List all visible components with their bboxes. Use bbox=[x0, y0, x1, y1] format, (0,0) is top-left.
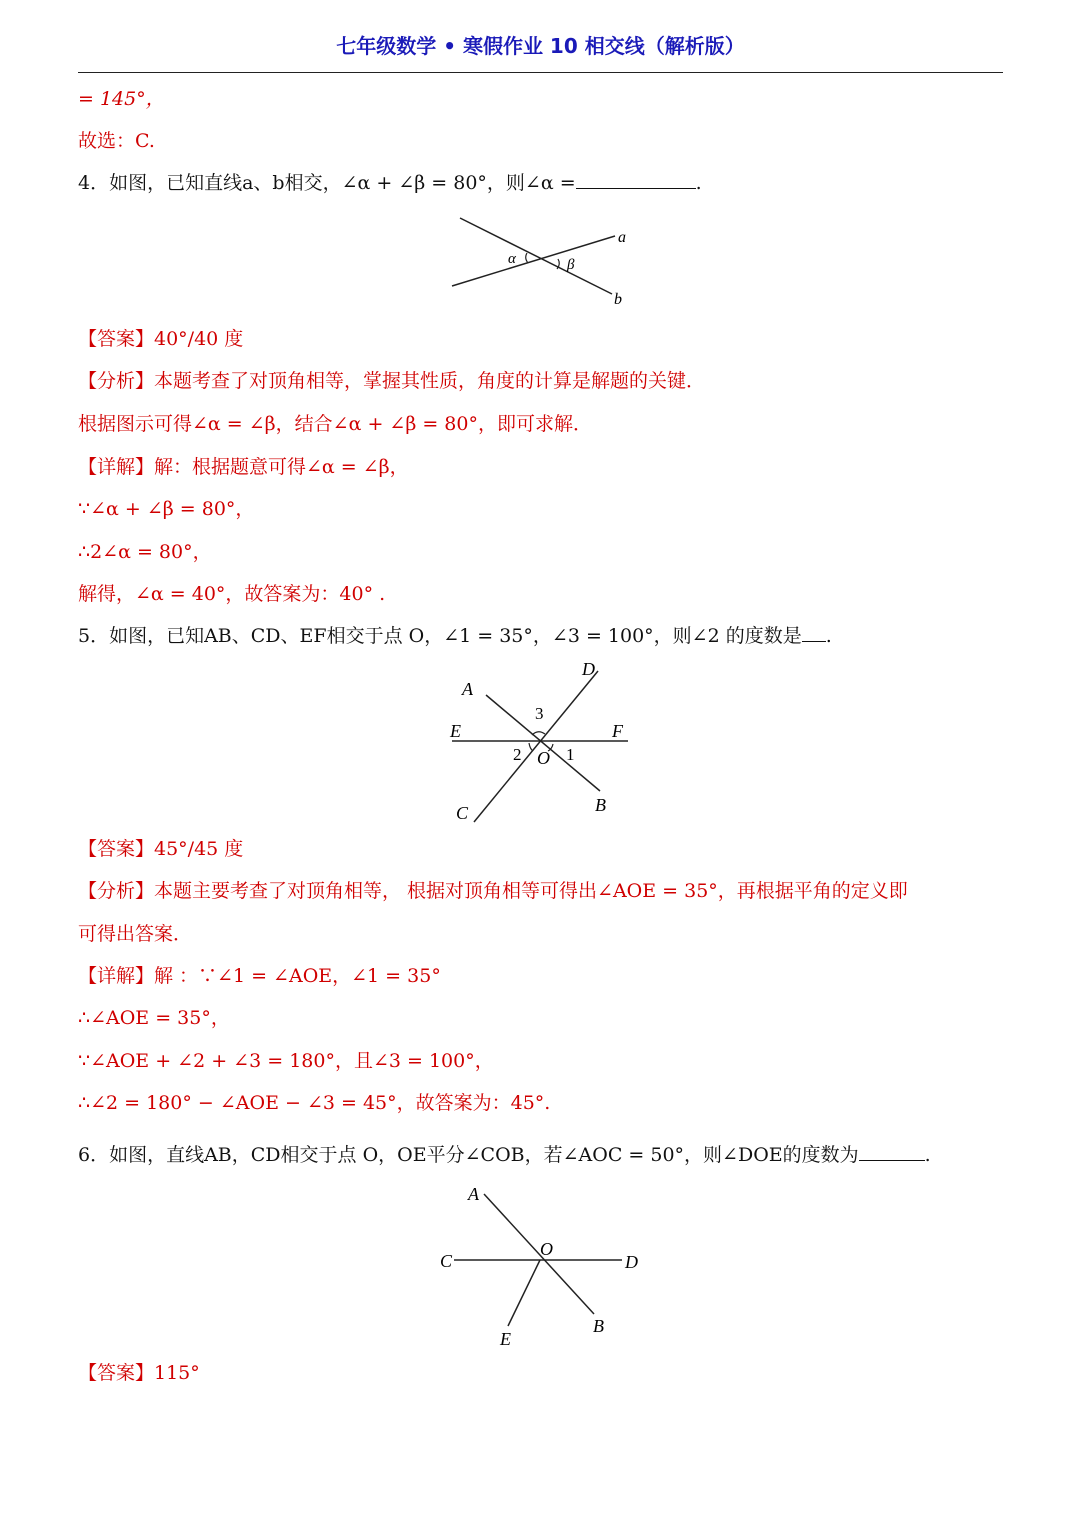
ray-OE bbox=[508, 1260, 540, 1326]
label-2: 2 bbox=[513, 745, 522, 764]
line-AB bbox=[484, 1194, 594, 1314]
analysis-4: 【分析】本题考查了对顶角相等，掌握其性质，角度的计算是解题的关键． bbox=[78, 370, 706, 392]
text-line: 故选：C. bbox=[78, 130, 155, 152]
label-a: a bbox=[618, 229, 626, 246]
question-4: 4．如图，已知直线a、b相交，∠α + ∠β = 80°，则∠α = . bbox=[78, 172, 702, 194]
answer-6: 【答案】115° bbox=[78, 1362, 200, 1384]
header-rule bbox=[78, 72, 1003, 73]
answer-blank[interactable] bbox=[576, 170, 696, 189]
text-line: ∴∠2 = 180° − ∠AOE − ∠3 = 45°，故答案为：45°. bbox=[78, 1092, 551, 1114]
label-b: b bbox=[614, 291, 622, 308]
label-3: 3 bbox=[535, 704, 544, 723]
text-line: ∵∠α + ∠β = 80°， bbox=[78, 498, 255, 520]
figure-6 bbox=[430, 1180, 650, 1355]
text-line: 根据图示可得∠α = ∠β，结合∠α + ∠β = 80°，即可求解． bbox=[78, 413, 592, 435]
label-D: D bbox=[625, 1252, 638, 1272]
angle-2-arc bbox=[529, 743, 533, 751]
question-5: 5．如图，已知AB、CD、EF相交于点 O，∠1 = 35°，∠3 = 100°，则∠2 的度数是 . bbox=[78, 625, 832, 647]
question-6: 6．如图，直线AB，CD相交于点 O，OE平分∠COB，若∠AOC = 50°，则∠DOE的度数为 . bbox=[78, 1144, 931, 1166]
text-line: ∴∠AOE = 35°， bbox=[78, 1007, 230, 1029]
solution-5: 【详解】解 ：∵∠1 = ∠AOE，∠1 = 35° bbox=[78, 965, 441, 987]
line-b bbox=[460, 218, 612, 294]
label-1: 1 bbox=[566, 745, 575, 764]
line-a bbox=[452, 236, 615, 286]
label-B: B bbox=[595, 795, 606, 815]
label-A: A bbox=[462, 679, 473, 699]
label-alpha: α bbox=[508, 251, 516, 267]
solution-4: 【详解】解：根据题意可得∠α = ∠β， bbox=[78, 456, 409, 478]
figure-4 bbox=[440, 212, 650, 312]
text-line: = 145°， bbox=[78, 88, 165, 110]
text-line: ∴2∠α = 80°， bbox=[78, 541, 212, 563]
label-E: E bbox=[450, 721, 461, 741]
text-line: 解得，∠α = 40°，故答案为：40° . bbox=[78, 583, 386, 605]
label-A: A bbox=[468, 1184, 479, 1204]
label-F: F bbox=[612, 721, 623, 741]
label-C: C bbox=[456, 803, 469, 823]
text-line: 可得出答案． bbox=[78, 923, 193, 945]
label-O: O bbox=[537, 748, 550, 768]
line-CD bbox=[474, 671, 598, 822]
analysis-5: 【分析】本题主要考查了对顶角相等， 根据对顶角相等可得出∠AOE = 35°，再根据平角的定义即 bbox=[78, 880, 908, 902]
label-E: E bbox=[500, 1329, 511, 1349]
label-C: C bbox=[440, 1251, 453, 1271]
page-header-title: 七年级数学 • 寒假作业 10 相交线（解析版） bbox=[336, 34, 745, 58]
angle-alpha-arc bbox=[526, 253, 528, 263]
answer-4: 【答案】40°/40 度 bbox=[78, 328, 244, 350]
text-line: ∵∠AOE + ∠2 + ∠3 = 180°，且∠3 = 100°， bbox=[78, 1050, 494, 1072]
label-O: O bbox=[540, 1239, 553, 1259]
answer-5: 【答案】45°/45 度 bbox=[78, 838, 244, 860]
figure-5 bbox=[440, 655, 640, 830]
label-D: D bbox=[582, 659, 595, 679]
answer-blank[interactable] bbox=[802, 623, 826, 642]
label-B: B bbox=[593, 1316, 604, 1336]
answer-blank[interactable] bbox=[859, 1142, 925, 1161]
label-beta: β bbox=[567, 257, 575, 273]
